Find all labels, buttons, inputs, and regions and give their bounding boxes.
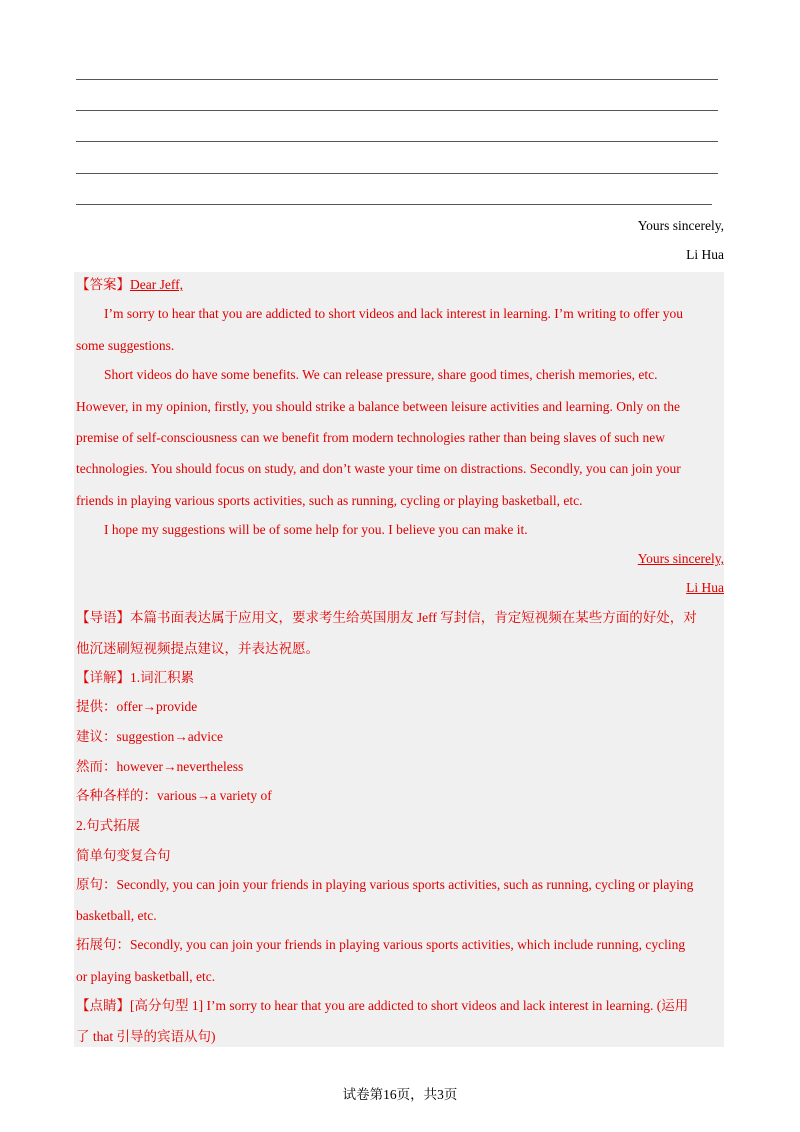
highlight-text: [高分句型 1] I’m sorry to hear that you are addicted to short videos and lack interest in learning. (运用: [130, 998, 689, 1013]
highlight-line-2: 了 that 引导的宾语从句): [76, 1029, 216, 1044]
answer-name: Li Hua: [686, 580, 724, 595]
vocab-item: 各种各样的：various→a variety of: [76, 788, 272, 803]
answer-heading: [76, 276, 183, 294]
answer-line: friends in playing various sports activities, such as running, cycling or playing basketball, etc.: [76, 493, 583, 508]
answer-line: technologies. You should focus on study, and don’t waste your time on distractions. Secondly, you can join your: [76, 461, 681, 476]
writing-line: [76, 79, 718, 80]
answer-tag: 【答案】: [76, 277, 130, 292]
guide-text: 本篇书面表达属于应用文，要求考生给英国朋友 Jeff 写封信，肯定短视频在某些方面的好处，对: [130, 610, 697, 625]
answer-line: I hope my suggestions will be of some help for you. I believe you can make it.: [104, 522, 528, 537]
writing-line: [76, 141, 718, 142]
highlight-line: [76, 997, 688, 1015]
answer-line: some suggestions.: [76, 338, 175, 353]
answer-line: I’m sorry to hear that you are addicted to short videos and lack interest in learning. I’m writing to offer you: [104, 306, 683, 321]
detail-heading-2: 2.句式拓展: [76, 818, 141, 833]
answer-line: Short videos do have some benefits. We can release pressure, share good times, cherish memories, etc.: [104, 367, 658, 382]
page-footer: 试卷第16页，共3页: [342, 1087, 458, 1102]
writing-line: [76, 173, 718, 174]
detail-subheading: 简单句变复合句: [76, 848, 171, 863]
answer-sincerely: Yours sincerely,: [637, 551, 724, 566]
writing-line: [76, 204, 712, 205]
guide-line-2: 他沉迷刷短视频提点建议，并表达祝愿。: [76, 641, 319, 656]
answer-greeting: Dear Jeff,: [130, 277, 183, 292]
answer-line: premise of self-consciousness can we benefit from modern technologies rather than being slaves of such new: [76, 430, 665, 445]
answer-line: However, in my opinion, firstly, you should strike a balance between leisure activities and learning. Only on the: [76, 399, 681, 414]
guide-tag: 【导语】: [76, 610, 130, 625]
closing-name: Li Hua: [686, 247, 724, 262]
expanded-sentence: 拓展句：Secondly, you can join your friends in playing various sports activities, which include running, cycling: [76, 937, 686, 952]
vocab-item: 然而：however→nevertheless: [76, 759, 244, 774]
closing-sincerely: Yours sincerely,: [637, 218, 724, 233]
writing-line: [76, 110, 718, 111]
answer-section: [74, 272, 724, 1047]
expanded-sentence-cont: or playing basketball, etc.: [76, 969, 216, 984]
guide-line: [76, 609, 697, 627]
vocab-item: 提供：offer→provide: [76, 699, 198, 714]
detail-line: [76, 669, 194, 687]
detail-tag: 【详解】: [76, 670, 130, 685]
highlight-tag: 【点睛】: [76, 998, 130, 1013]
detail-heading: 1.词汇积累: [130, 670, 195, 685]
original-sentence: 原句：Secondly, you can join your friends in playing various sports activities, such as running, cycling or playing: [76, 877, 694, 892]
original-sentence-cont: basketball, etc.: [76, 908, 157, 923]
vocab-item: 建议：suggestion→advice: [76, 729, 223, 744]
